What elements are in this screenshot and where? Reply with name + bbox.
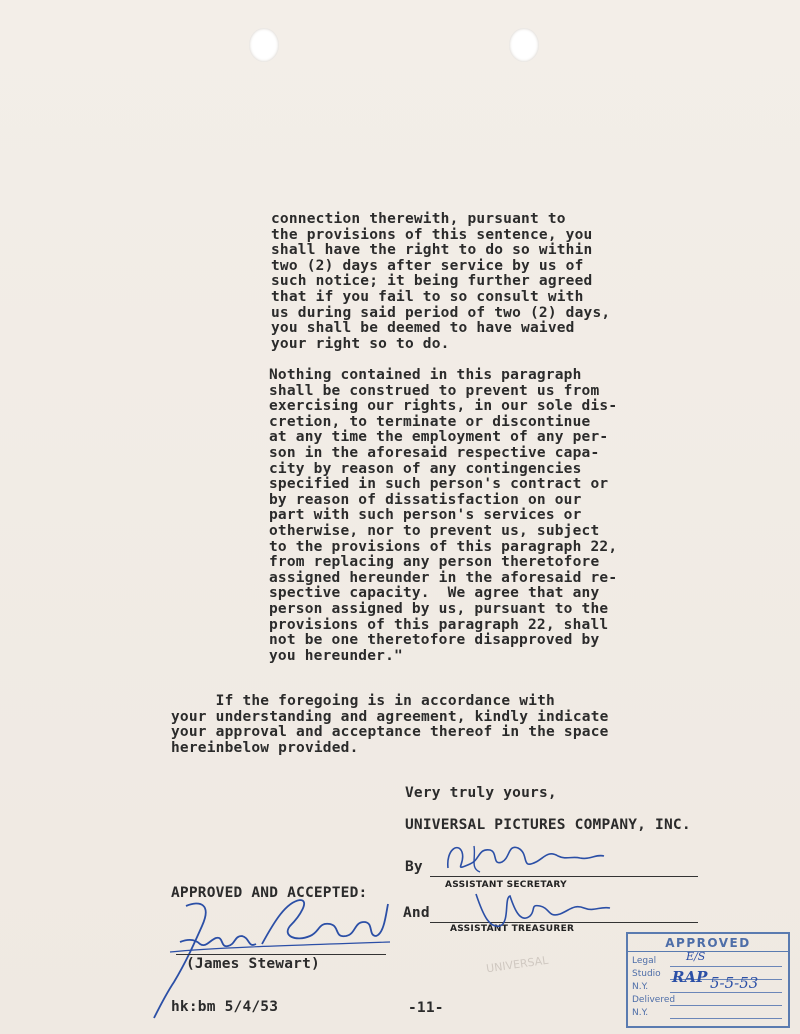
secretary-signature <box>440 838 610 880</box>
text-line: such notice; it being further agreed <box>271 273 593 290</box>
assistant-secretary-label: ASSISTANT SECRETARY <box>445 880 567 890</box>
text-line: your understanding and agreement, kindly indicate <box>171 708 609 725</box>
punch-hole-right <box>509 28 539 62</box>
reference-initials: hk:bm 5/4/53 <box>171 999 279 1015</box>
text-line: cretion, to terminate or discontinue <box>269 413 591 430</box>
text-line: city by reason of any contingencies <box>269 460 582 477</box>
faint-stamp-ghost: UNIVERSAL <box>485 953 550 976</box>
text-line: shall have the right to do so within <box>271 242 593 259</box>
stamp-line <box>670 966 782 967</box>
text-line: from replacing any person theretofore <box>269 554 600 571</box>
stamp-row-studio: Studio <box>632 969 661 979</box>
text-line: you shall be deemed to have waived <box>271 320 575 337</box>
approved-signature-line <box>176 954 386 955</box>
approved-accepted-label: APPROVED AND ACCEPTED: <box>171 885 368 901</box>
text-line: not be one theretofore disapproved by <box>269 632 600 649</box>
text-line: son in the aforesaid respective capa- <box>269 445 600 461</box>
punch-hole-left <box>249 28 279 62</box>
text-line: If the foregoing is in accordance with <box>171 693 555 709</box>
stamp-line <box>670 992 782 993</box>
text-line: otherwise, nor to prevent us, subject <box>269 523 600 539</box>
text-line: specified in such person's contract or <box>269 476 609 493</box>
page-number: -11- <box>408 1000 444 1016</box>
stamp-row-ny-2: N.Y. <box>632 1008 649 1018</box>
by-label: By <box>405 859 423 875</box>
text-line: assigned hereunder in the aforesaid re- <box>269 569 618 586</box>
text-line: shall be construed to prevent us from <box>269 382 600 399</box>
stamp-handwritten-initials: RAP <box>672 968 708 986</box>
stamp-row-delivered: Delivered <box>632 995 676 1005</box>
text-line: us during said period of two (2) days, <box>271 304 611 321</box>
text-line: person assigned by us, pursuant to the <box>269 601 609 617</box>
text-line: spective capacity. We agree that any <box>269 585 600 602</box>
text-line: hereinbelow provided. <box>171 739 359 756</box>
stamp-line <box>670 1018 782 1019</box>
treasurer-signature <box>470 888 620 934</box>
stamp-line <box>670 1005 782 1006</box>
text-line: to the provisions of this paragraph 22, <box>269 538 618 555</box>
text-line: at any time the employment of any per- <box>269 429 609 446</box>
text-line: you hereunder." <box>269 647 403 664</box>
text-line: the provisions of this sentence, you <box>271 226 593 243</box>
text-line: two (2) days after service by us of <box>271 257 584 274</box>
approved-stamp <box>626 932 790 1028</box>
text-line: part with such person's services or <box>269 507 582 524</box>
text-line: provisions of this paragraph 22, shall <box>269 616 609 633</box>
text-line: by reason of dissatisfaction on our <box>269 491 582 508</box>
assistant-treasurer-label: ASSISTANT TREASURER <box>450 924 575 934</box>
text-line: your approval and acceptance thereof in the space <box>171 724 609 741</box>
stamp-row-ny: N.Y. <box>632 982 649 992</box>
stamp-row-legal: Legal <box>632 956 657 966</box>
text-line: connection therewith, pursuant to <box>271 211 566 227</box>
text-line: your right so to do. <box>271 335 450 352</box>
stamp-handwritten-date: 5-5-53 <box>710 974 759 992</box>
text-line: exercising our rights, in our sole dis- <box>269 398 618 415</box>
stamp-title: APPROVED <box>628 936 788 952</box>
stamp-handwritten-top: E/S <box>686 950 706 963</box>
signatory-name: (James Stewart) <box>186 956 320 972</box>
text-line: Nothing contained in this paragraph <box>269 367 582 383</box>
and-label: And <box>403 905 430 921</box>
signoff: Very truly yours, <box>405 785 557 801</box>
company-name: UNIVERSAL PICTURES COMPANY, INC. <box>405 817 691 833</box>
text-line: that if you fail to so consult with <box>271 289 584 305</box>
